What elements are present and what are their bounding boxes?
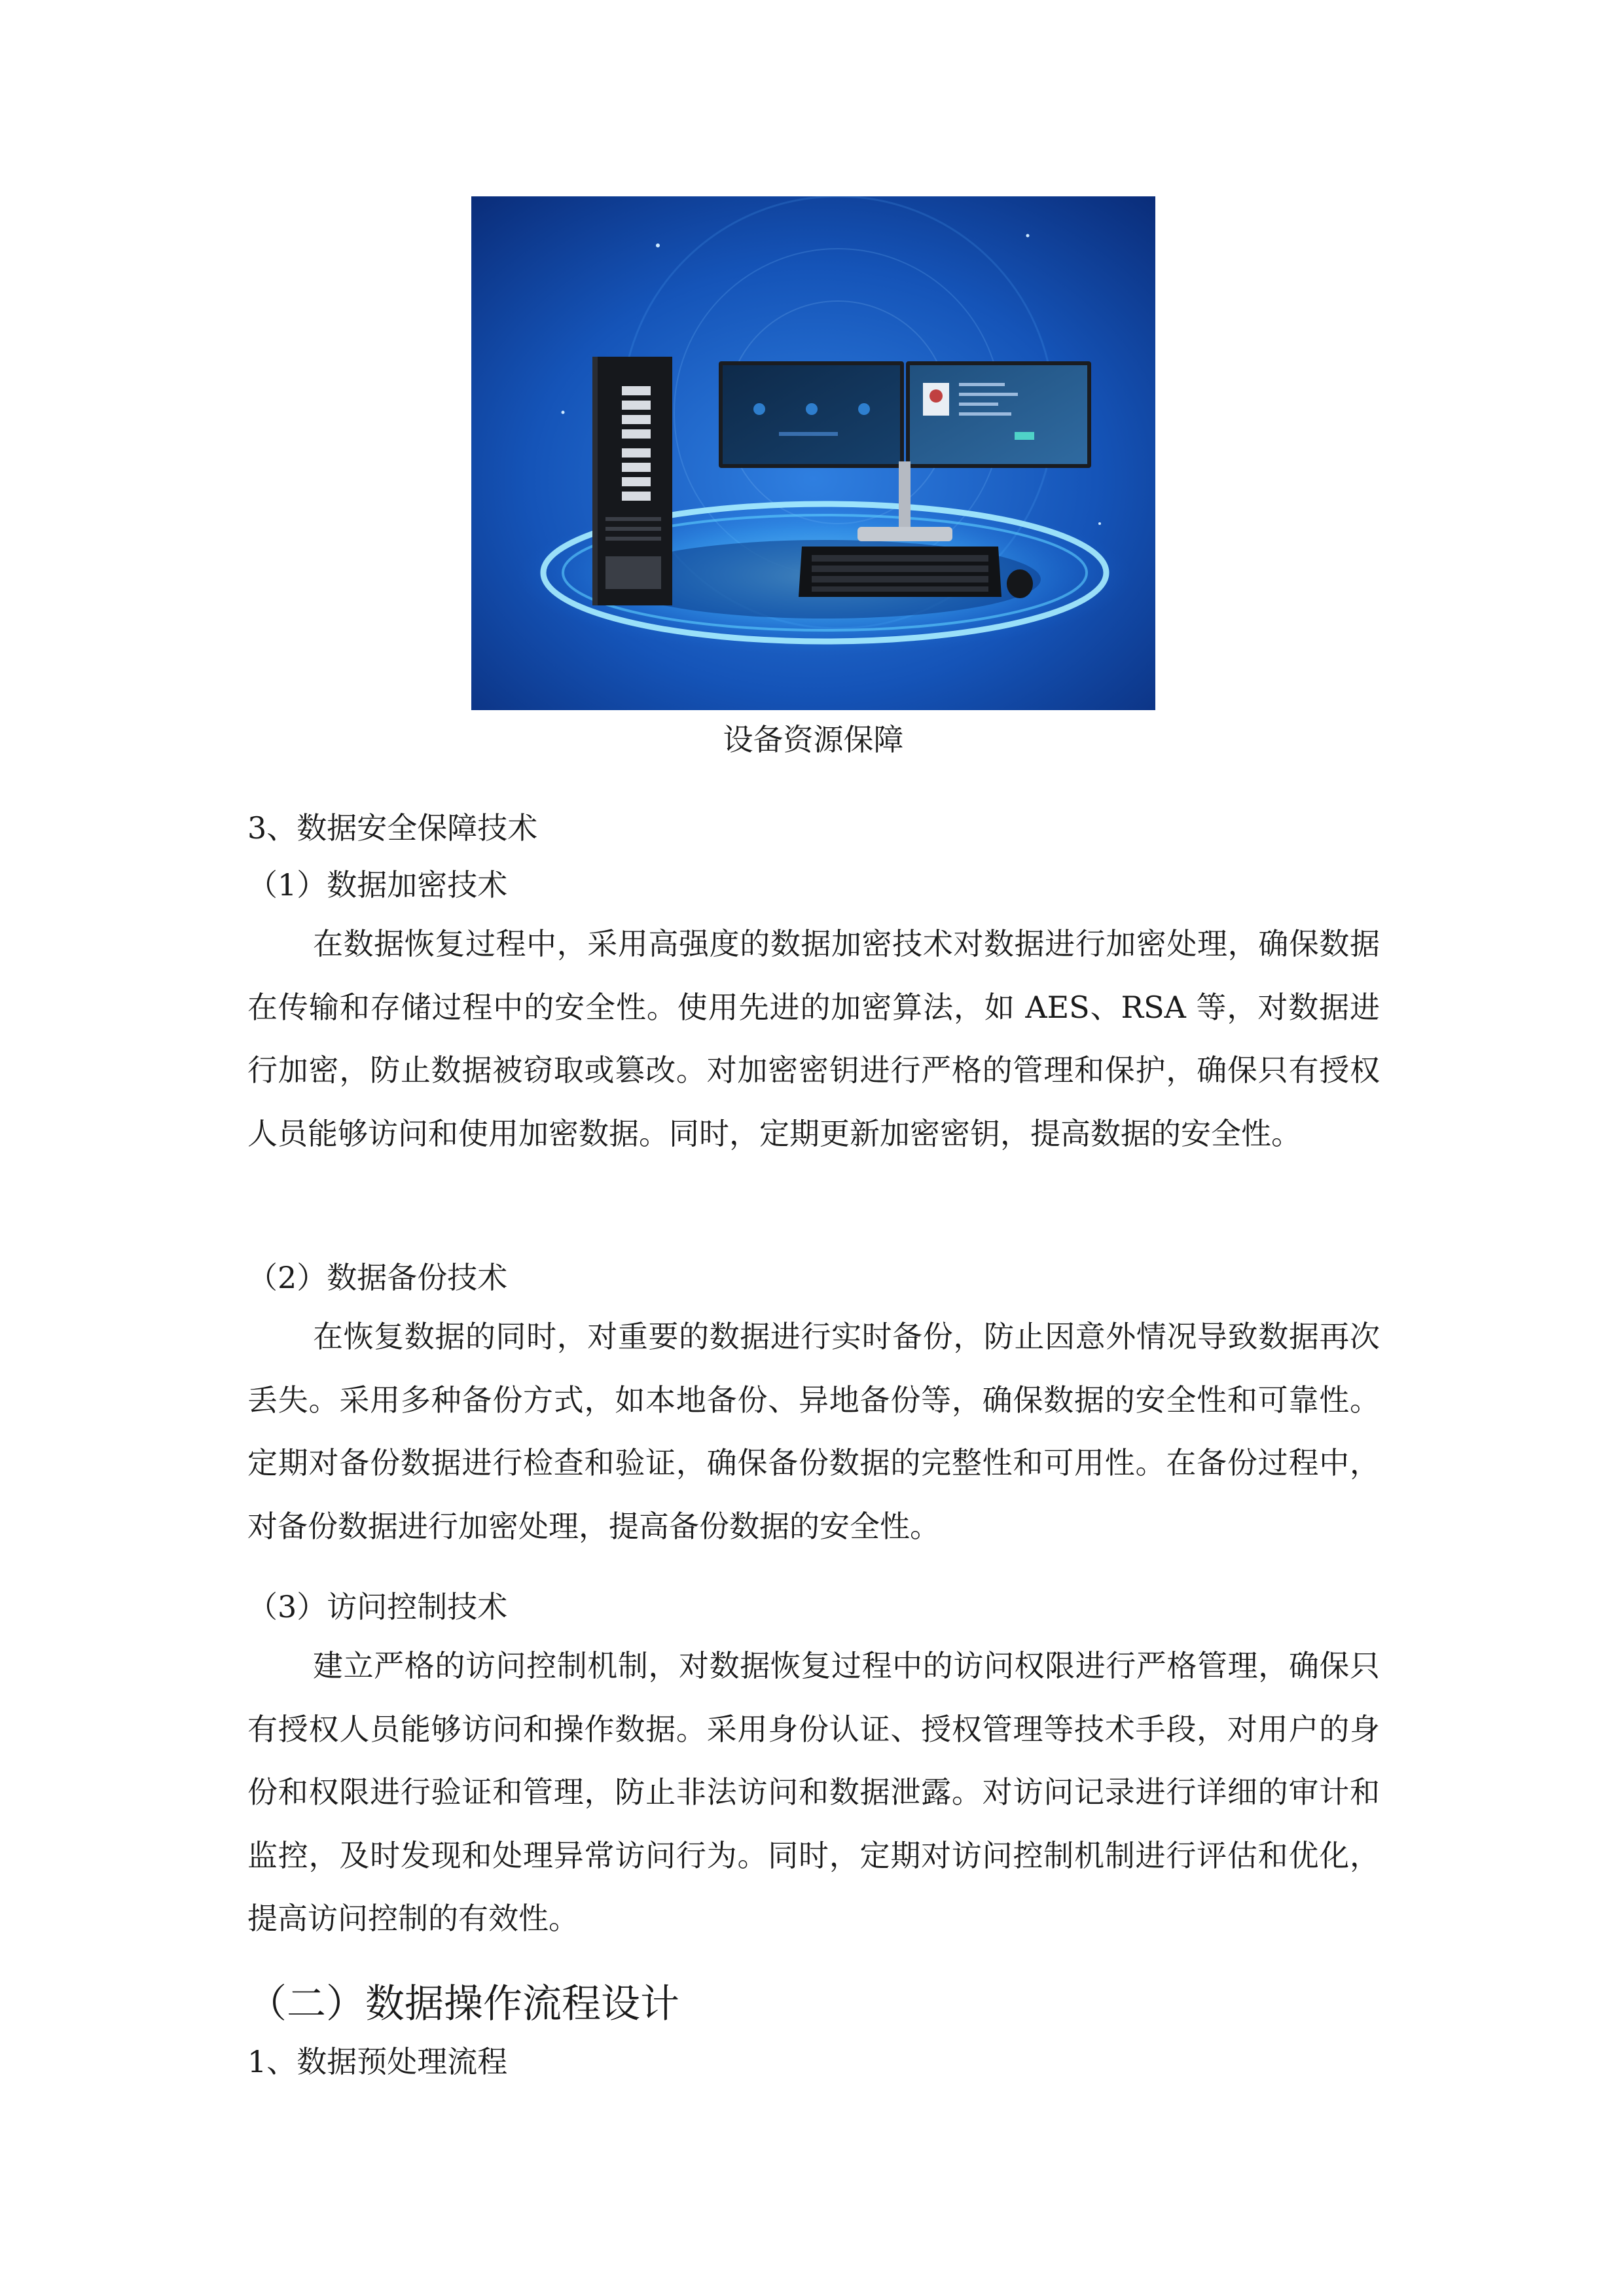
paragraph-encryption: 在数据恢复过程中，采用高强度的数据加密技术对数据进行加密处理，确保数据在传输和存储过程中的安全性。使用先进的加密算法，如 AES、RSA 等，对数据进行加密，防止数据被窃取或篡改。对加密密钥进行严格的管理和保护，确保只有授权人员能够访问和使用加密数据。同时，定期更新加密密钥，提高数据的安全性。 xyxy=(247,926,1380,1151)
paragraph-backup: 在恢复数据的同时，对重要的数据进行实时备份，防止因意外情况导致数据再次丢失。采用多种备份方式，如本地备份、异地备份等，确保数据的安全性和可靠性。定期对备份数据进行检查和验证，确保备份数据的完整性和可用性。在备份过程中，对备份数据进行加密处理，提高备份数据的安全性。 xyxy=(247,1319,1380,1544)
section-title-operation-flow: （二）数据操作流程设计 xyxy=(247,1981,679,2027)
subheading-backup: （2）数据备份技术 xyxy=(247,1260,508,1295)
subheading-access-control: （3）访问控制技术 xyxy=(247,1589,508,1624)
equipment-photo xyxy=(471,196,1155,710)
section-heading-security: 3、数据安全保障技术 xyxy=(247,810,538,846)
subheading-preprocessing: 1、数据预处理流程 xyxy=(247,2044,508,2079)
subheading-encryption: （1）数据加密技术 xyxy=(247,867,508,903)
figure-caption: 设备资源保障 xyxy=(723,722,904,757)
paragraph-access-control: 建立严格的访问控制机制，对数据恢复过程中的访问权限进行严格管理，确保只有授权人员能够访问和操作数据。采用身份认证、授权管理等技术手段，对用户的身份和权限进行验证和管理，防止非法访问和数据泄露。对访问记录进行详细的审计和监控，及时发现和处理异常访问行为。同时，定期对访问控制机制进行评估和优化，提高访问控制的有效性。 xyxy=(247,1648,1380,1936)
